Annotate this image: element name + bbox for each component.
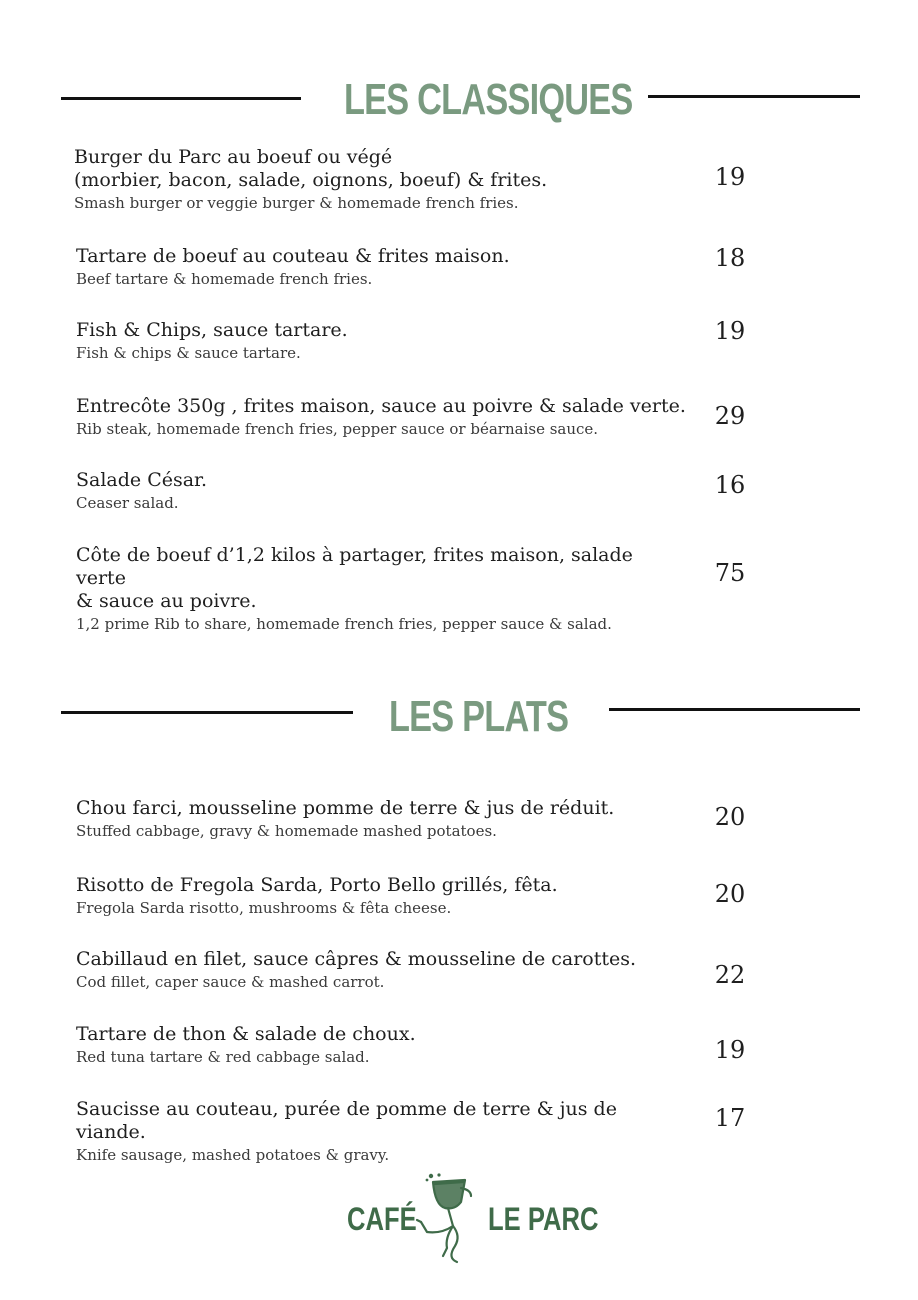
dish-price: 20 [714, 880, 746, 908]
logo-cafe: CAFÉ [347, 1201, 417, 1237]
dish-name-fr: Cabillaud en filet, sauce câpres & mousseline de carottes. [76, 948, 637, 970]
dish-name-en: Fregola Sarda risotto, mushrooms & fêta cheese. [76, 899, 452, 917]
dish-name-fr: Côte de boeuf d’1,2 kilos à partager, frites maison, salade verte & sauce au poivre. [76, 544, 633, 612]
dish-name-fr: Entrecôte 350g , frites maison, sauce au poivre & salade verte. [76, 395, 686, 417]
dish-name-fr: Chou farci, mousseline pomme de terre & jus de réduit. [76, 797, 615, 819]
dish-name-en: Rib steak, homemade french fries, pepper sauce or béarnaise sauce. [76, 420, 599, 438]
dish-name-en: Smash burger or veggie burger & homemade french fries. [74, 194, 519, 212]
dish-name-en: Ceaser salad. [76, 494, 179, 512]
dish-price: 17 [714, 1104, 746, 1132]
menu-item [76, 245, 686, 289]
dish-name-en: Knife sausage, mashed potatoes & gravy. [76, 1146, 390, 1164]
menu-item [76, 319, 686, 363]
menu-item [76, 544, 686, 634]
dish-price: 19 [714, 163, 746, 191]
dish-name-fr: Tartare de thon & salade de choux. [76, 1023, 416, 1045]
menu-item [76, 395, 686, 439]
menu-item [76, 948, 686, 992]
dish-price: 20 [714, 803, 746, 831]
section-divider-right [648, 95, 860, 98]
dish-name-en: Stuffed cabbage, gravy & homemade mashed potatoes. [76, 822, 497, 840]
dish-name-fr: Salade César. [76, 469, 208, 491]
menu-item [76, 1023, 686, 1067]
dish-price: 18 [714, 244, 746, 272]
dish-price: 16 [714, 471, 746, 499]
dancing-wine-glass-icon [415, 1172, 475, 1264]
section-divider-left [61, 97, 301, 100]
dish-name-en: 1,2 prime Rib to share, homemade french fries, pepper sauce & salad. [76, 615, 612, 633]
dish-name-fr: Tartare de boeuf au couteau & frites maison. [76, 245, 510, 267]
menu-item [76, 874, 686, 918]
section-divider-left [61, 711, 353, 714]
section-divider-right [609, 708, 860, 711]
dish-price: 19 [714, 1036, 746, 1064]
section-title-plats: LES PLATS [389, 692, 569, 741]
dish-name-en: Cod fillet, caper sauce & mashed carrot. [76, 973, 385, 991]
section-title-classiques: LES CLASSIQUES [344, 75, 633, 124]
dish-price: 22 [714, 961, 746, 989]
dish-price: 19 [714, 317, 746, 345]
dish-name-fr: Risotto de Fregola Sarda, Porto Bello grillés, fêta. [76, 874, 558, 896]
menu-item [76, 797, 686, 841]
dish-name-fr: Burger du Parc au boeuf ou végé (morbier, bacon, salade, oignons, boeuf) & frites. [74, 146, 548, 191]
dish-name-fr: Fish & Chips, sauce tartare. [76, 319, 348, 341]
menu-item [76, 146, 686, 213]
dish-price: 29 [714, 402, 746, 430]
dish-name-en: Red tuna tartare & red cabbage salad. [76, 1048, 370, 1066]
dish-price: 75 [714, 559, 746, 587]
menu-item [76, 1098, 686, 1165]
menu-item [76, 469, 686, 513]
dish-name-en: Beef tartare & homemade french fries. [76, 270, 373, 288]
dish-name-en: Fish & chips & sauce tartare. [76, 344, 301, 362]
logo-le-parc: LE PARC [488, 1201, 599, 1237]
dish-name-fr: Saucisse au couteau, purée de pomme de terre & jus de viande. [76, 1098, 617, 1143]
